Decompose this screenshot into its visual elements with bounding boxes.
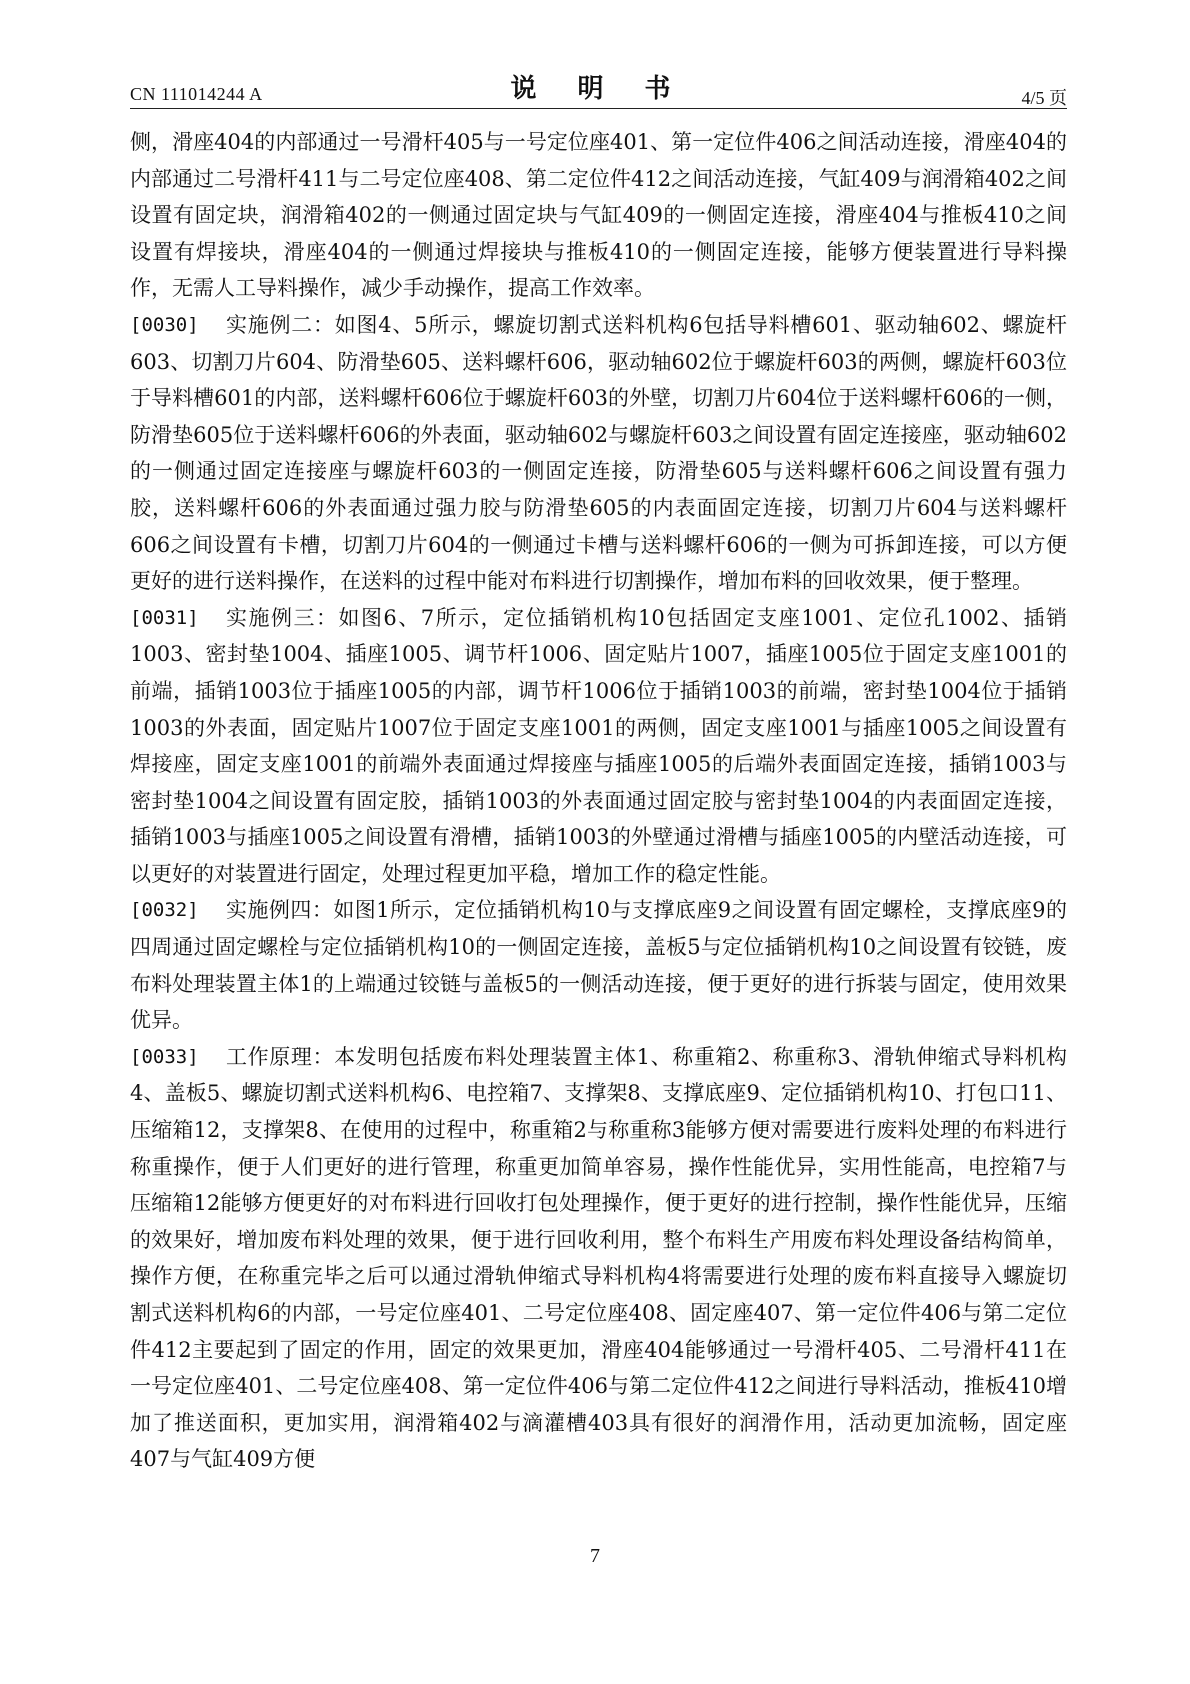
publication-number: CN 111014244 A bbox=[130, 84, 263, 104]
page-header bbox=[130, 68, 1067, 108]
page-indicator: 4/5 页 bbox=[1021, 88, 1067, 108]
paragraph-continuation bbox=[130, 124, 1067, 307]
document-body bbox=[130, 124, 1067, 1478]
paragraph-number: [0030] bbox=[130, 313, 199, 336]
document-title: 说 明 书 bbox=[510, 74, 687, 104]
paragraph-text: 工作原理：本发明包括废布料处理装置主体1、称重箱2、称重称3、滑轨伸缩式导料机构4、盖板5、螺旋切割式送料机构6、电控箱7、支撑架8、支撑底座9、定位插销机构10、打包口11、压缩箱12，支撑架8、在使用的过程中，称重箱2与称重称3能够方便对需要进行废料处理的布料进行称重操作，便于人们更好的进行管理，称重更加简单容易，操作性能优异，实用性能高，电控箱7与压缩箱12能够方便更好的对布料进行回收打包处理操作，便于更好的进行控制，操作性能优异，压缩的效果好，增加废布料处理的效果，便于进行回收利用，整个布料生产用废布料处理设备结构简单，操作方便，在称重完毕之后可以通过滑轨伸缩式导料机构4将需要进行处理的废布料直接导入螺旋切割式送料机构6的内部，一号定位座401、二号定位座408、固定座407、第一定位件406与第二定位件412主要起到了固定的作用，固定的效果更加，滑座404能够通过一号滑杆405、二号滑杆411在一号定位座401、二号定位座408、第一定位件406与第二定位件412之间进行导料活动，推板410增加了推送面积，更加实用，润滑箱402与滴灌槽403具有很好的润滑作用，活动更加流畅，固定座407与气缸409方便 bbox=[130, 1044, 1067, 1472]
header-divider bbox=[130, 108, 1067, 109]
paragraph-number: [0032] bbox=[130, 899, 199, 922]
paragraph-0030 bbox=[130, 307, 1067, 600]
paragraph-0033 bbox=[130, 1039, 1067, 1478]
paragraph-number: [0033] bbox=[130, 1045, 199, 1068]
paragraph-number: [0031] bbox=[130, 606, 199, 629]
paragraph-text: 侧，滑座404的内部通过一号滑杆405与一号定位座401、第一定位件406之间活动连接，滑座404的内部通过二号滑杆411与二号定位座408、第二定位件412之间活动连接，气缸409与润滑箱402之间设置有固定块，润滑箱402的一侧通过固定块与气缸409的一侧固定连接，滑座404与推板410之间设置有焊接块，滑座404的一侧通过焊接块与推板410的一侧固定连接，能够方便装置进行导料操作，无需人工导料操作，减少手动操作，提高工作效率。 bbox=[130, 130, 1067, 301]
paragraph-text: 实施例四：如图1所示，定位插销机构10与支撑底座9之间设置有固定螺栓，支撑底座9的四周通过固定螺栓与定位插销机构10的一侧固定连接，盖板5与定位插销机构10之间设置有铰链，废布料处理装置主体1的上端通过铰链与盖板5的一侧活动连接，便于更好的进行拆装与固定，使用效果优异。 bbox=[130, 898, 1067, 1033]
paragraph-0031 bbox=[130, 600, 1067, 893]
paragraph-0032 bbox=[130, 892, 1067, 1038]
page-number: 7 bbox=[590, 1545, 600, 1567]
paragraph-text: 实施例三：如图6、7所示，定位插销机构10包括固定支座1001、定位孔1002、插销1003、密封垫1004、插座1005、调节杆1006、固定贴片1007，插座1005位于固定支座1001的前端，插销1003位于插座1005的内部，调节杆1006位于插销1003的前端，密封垫1004位于插销1003的外表面，固定贴片1007位于固定支座1001的两侧，固定支座1001与插座1005之间设置有焊接座，固定支座1001的前端外表面通过焊接座与插座1005的后端外表面固定连接，插销1003与密封垫1004之间设置有固定胶，插销1003的外表面通过固定胶与密封垫1004的内表面固定连接，插销1003与插座1005之间设置有滑槽，插销1003的外壁通过滑槽与插座1005的内壁活动连接，可以更好的对装置进行固定，处理过程更加平稳，增加工作的稳定性能。 bbox=[130, 605, 1067, 886]
paragraph-text: 实施例二：如图4、5所示，螺旋切割式送料机构6包括导料槽601、驱动轴602、螺旋杆603、切割刀片604、防滑垫605、送料螺杆606，驱动轴602位于螺旋杆603的两侧，螺旋杆603位于导料槽601的内部，送料螺杆606位于螺旋杆603的外壁，切割刀片604位于送料螺杆606的一侧，防滑垫605位于送料螺杆606的外表面，驱动轴602与螺旋杆603之间设置有固定连接座，驱动轴602的一侧通过固定连接座与螺旋杆603的一侧固定连接，防滑垫605与送料螺杆606之间设置有强力胶，送料螺杆606的外表面通过强力胶与防滑垫605的内表面固定连接，切割刀片604与送料螺杆606之间设置有卡槽，切割刀片604的一侧通过卡槽与送料螺杆606的一侧为可拆卸连接，可以方便更好的进行送料操作，在送料的过程中能对布料进行切割操作，增加布料的回收效果，便于整理。 bbox=[130, 312, 1067, 594]
